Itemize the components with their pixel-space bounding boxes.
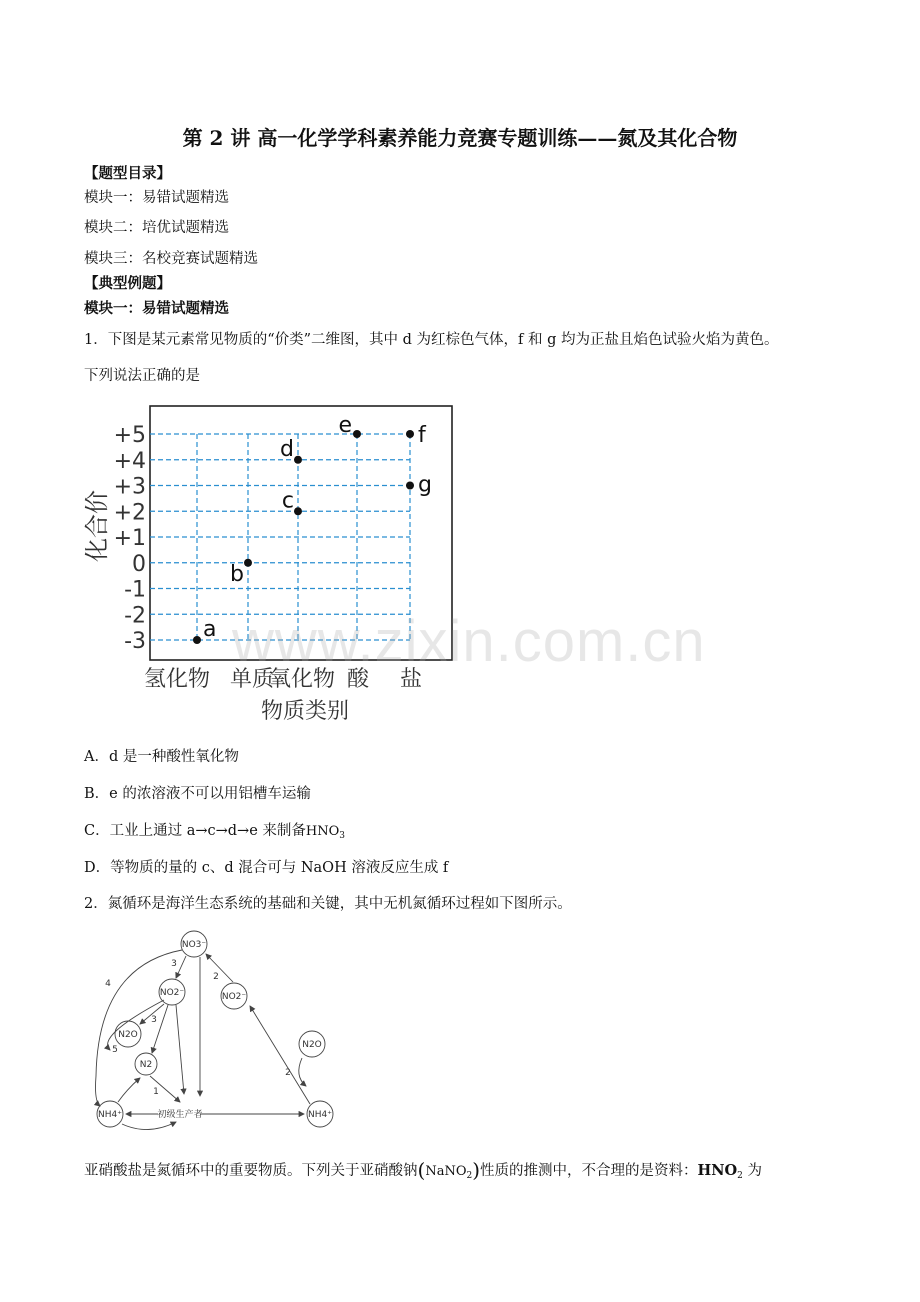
hno2-formula: HNO (697, 1162, 738, 1179)
label-no2-right: NO2⁻ (221, 992, 247, 1002)
x-tick-label: 氢化物 (143, 667, 211, 692)
label-n2o-left: N2O (118, 1030, 138, 1040)
y-axis-label: 化合价 (83, 490, 111, 562)
label-nh4-left: NH4⁺ (98, 1110, 122, 1120)
primary-producer-label: 初级生产者 (157, 1110, 203, 1120)
q1-option-c[interactable] (84, 819, 345, 841)
x-axis-label: 物质类别 (260, 699, 350, 724)
step-2-right: 2 (285, 1068, 291, 1078)
data-point-c (294, 507, 302, 515)
y-tick-label: +2 (113, 500, 146, 526)
data-point-b (244, 559, 252, 567)
q2-text-a: 亚硝酸盐是氮循环中的重要物质。下列关于亚硝酸钠 (84, 1163, 418, 1179)
data-point-label-a: a (203, 617, 217, 642)
q1-stem-line2: 下列说法正确的是 (84, 368, 200, 384)
y-tick-label: +1 (113, 526, 146, 551)
nano2-formula: NaNO (425, 1164, 467, 1179)
data-point-label-g: g (418, 472, 432, 498)
x-tick-label: 酸 (346, 667, 370, 692)
data-point-label-b: b (230, 561, 244, 587)
toc-item-2: 模块二：培优试题精选 (84, 220, 229, 236)
toc-item-3: 模块三：名校竞赛试题精选 (84, 251, 258, 267)
examples-header: 【典型例题】 (84, 275, 171, 292)
q1-option-c-text: C．工业上通过 a→c→d→e 来制备 (84, 823, 306, 839)
x-tick-label: 盐 (399, 667, 423, 692)
label-n2o-right: N2O (302, 1040, 322, 1050)
label-n2: N2 (139, 1060, 153, 1070)
y-tick-label: -1 (124, 577, 146, 603)
data-point-label-e: e (338, 413, 352, 438)
nano2-subscript: 2 (466, 1171, 473, 1181)
module1-header: 模块一：易错试题精选 (84, 300, 229, 317)
data-point-f (406, 430, 414, 438)
q2-stem-line1: 2．氮循环是海洋生态系统的基础和关键，其中无机氮循环过程如下图所示。 (84, 896, 572, 912)
valence-class-chart (80, 396, 480, 731)
y-tick-label: 0 (132, 551, 146, 577)
label-no3: NO3⁻ (181, 940, 207, 950)
x-tick-label: 氧化物 (268, 667, 336, 692)
step-5: 5 (112, 1045, 118, 1055)
y-tick-label: +4 (113, 448, 146, 474)
data-point-label-f: f (418, 423, 426, 448)
q1-stem-line1: 1．下图是某元素常见物质的“价类”二维图，其中 d 为红棕色气体，f 和 g 均为正盐且焰色试验火焰为黄色。 (84, 332, 779, 348)
y-tick-label: +3 (113, 474, 146, 500)
hno2-subscript: 2 (737, 1171, 743, 1181)
y-tick-label: +5 (113, 423, 146, 448)
page-title: 第 2 讲 高一化学学科素养能力竞赛专题训练——氮及其化合物 (182, 126, 738, 150)
watermark: www.zixin.com.cn (232, 609, 706, 674)
q2-text-c: 为 (742, 1163, 762, 1179)
data-point-label-c: c (281, 488, 294, 514)
toc-item-1: 模块一：易错试题精选 (84, 190, 229, 206)
y-tick-label: -3 (124, 629, 146, 654)
data-point-e (353, 430, 361, 438)
data-point-d (294, 456, 302, 464)
x-tick-label: 单质 (229, 667, 275, 692)
data-point-label-d: d (280, 436, 294, 462)
label-no2-left: NO2⁻ (159, 988, 185, 998)
hno3-subscript: 3 (339, 831, 345, 841)
q1-option-d[interactable]: D．等物质的量的 c、d 混合可与 NaOH 溶液反应生成 f (84, 860, 449, 876)
q1-option-b[interactable]: B．e 的浓溶液不可以用铝槽车运输 (84, 786, 311, 802)
q1-option-a[interactable]: A．d 是一种酸性氧化物 (84, 749, 239, 765)
step-4: 4 (105, 979, 111, 989)
hno3-formula: HNO (305, 824, 340, 839)
step-2-top: 2 (213, 972, 219, 982)
nitrogen-cycle-diagram (88, 926, 348, 1134)
q2-text-b: 性质的推测中，不合理的是资料： (480, 1163, 698, 1179)
toc-header: 【题型目录】 (84, 165, 171, 182)
label-nh4-right: NH4⁺ (308, 1110, 332, 1120)
step-3-top: 3 (171, 959, 177, 969)
data-point-a (193, 636, 201, 644)
data-point-g (406, 482, 414, 490)
step-1: 1 (153, 1087, 159, 1097)
y-tick-label: -2 (124, 603, 146, 629)
step-3-mid: 3 (151, 1015, 157, 1025)
q2-stem-line2: 亚硝酸盐是氮循环中的重要物质。下列关于亚硝酸钠(NaNO$_2$)性质的推测中，不合理的是资料：$HNO_2$ 为 (84, 1158, 762, 1182)
